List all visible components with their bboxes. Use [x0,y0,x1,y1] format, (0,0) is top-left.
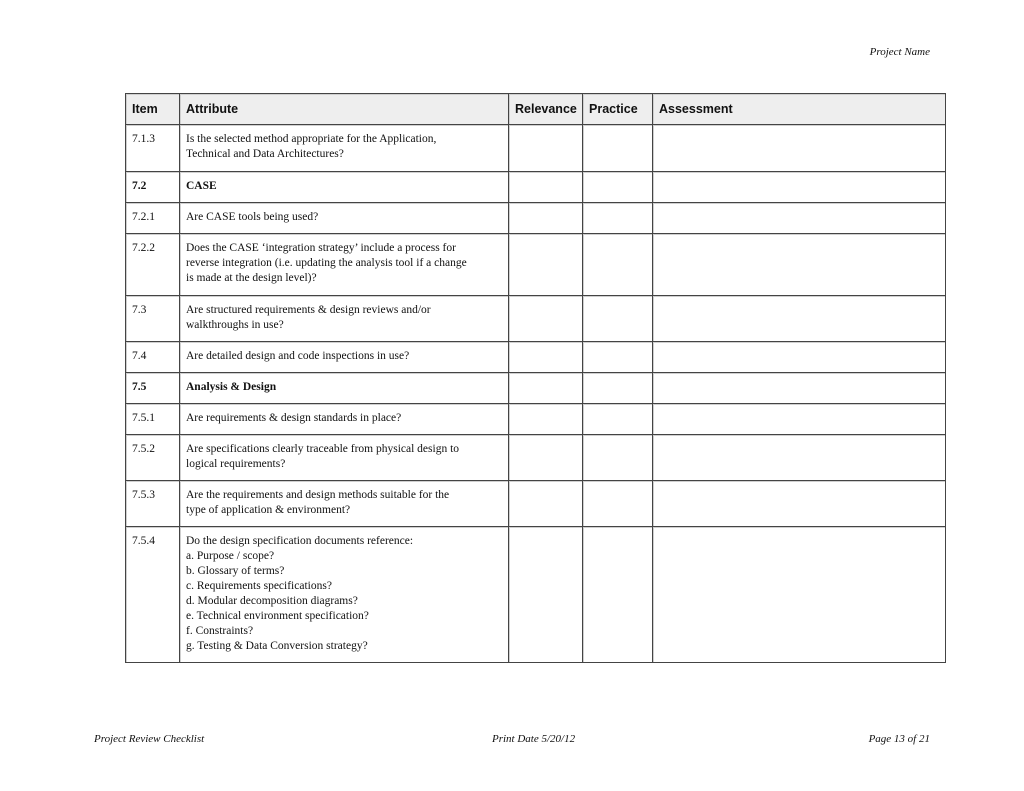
attribute-text-line: Are detailed design and code inspections in use? [186,350,410,362]
practice-cell [583,481,653,527]
attribute-text-line: walkthroughs in use? [186,319,284,331]
assessment-cell [653,125,946,172]
item-number-cell: 7.5.4 [126,527,180,663]
section-row [126,373,946,404]
item-number-cell: 7.5.1 [126,404,180,435]
practice-cell [583,342,653,373]
relevance-cell [509,125,583,172]
assessment-cell [653,342,946,373]
assessment-cell [653,172,946,203]
attribute-text-line: Are the requirements and design methods suitable for the [186,489,450,501]
attribute-cell [180,203,509,234]
table-row [126,404,946,435]
page-header-project-name: Project Name [869,46,930,58]
practice-cell [583,435,653,481]
attribute-text-line: b. Glossary of terms? [186,565,285,577]
footer-document-title: Project Review Checklist [94,733,205,745]
column-header-attribute: Attribute [180,94,509,125]
table-header-row [126,94,946,125]
practice-cell [583,203,653,234]
table-row [126,342,946,373]
practice-cell [583,234,653,296]
relevance-cell [509,373,583,404]
attribute-cell [180,125,509,172]
footer-page-number: Page 13 of 21 [868,733,930,745]
column-header-assessment: Assessment [653,94,946,125]
assessment-cell [653,373,946,404]
item-number-cell: 7.5 [126,373,180,404]
practice-cell [583,527,653,663]
relevance-cell [509,342,583,373]
relevance-cell [509,404,583,435]
attribute-cell [180,435,509,481]
attribute-text-line: Are requirements & design standards in place? [186,412,402,424]
table-row [126,234,946,296]
relevance-cell [509,481,583,527]
attribute-text-line: d. Modular decomposition diagrams? [186,595,358,607]
attribute-text-line: Are specifications clearly traceable from physical design to [186,443,460,455]
relevance-cell [509,203,583,234]
table-row [126,435,946,481]
attribute-cell [180,404,509,435]
item-number-cell: 7.2.2 [126,234,180,296]
relevance-cell [509,234,583,296]
page-footer [94,733,930,749]
item-number-cell: 7.5.2 [126,435,180,481]
practice-cell [583,172,653,203]
practice-cell [583,296,653,342]
attribute-text-line: Does the CASE ‘integration strategy’ include a process for [186,242,456,254]
column-header-relevance: Relevance [509,94,583,125]
attribute-text-line: Technical and Data Architectures? [186,148,344,160]
item-number-cell: 7.5.3 [126,481,180,527]
assessment-cell [653,527,946,663]
assessment-cell [653,404,946,435]
attribute-text-line: Are CASE tools being used? [186,211,319,223]
attribute-text-line: reverse integration (i.e. updating the analysis tool if a change [186,257,467,269]
table-row [126,203,946,234]
attribute-text-line: a. Purpose / scope? [186,550,275,562]
relevance-cell [509,296,583,342]
assessment-cell [653,234,946,296]
relevance-cell [509,172,583,203]
attribute-text-line: Analysis & Design [186,381,277,393]
assessment-cell [653,203,946,234]
table-row [126,125,946,172]
practice-cell [583,404,653,435]
section-row [126,172,946,203]
attribute-text-line: logical requirements? [186,458,286,470]
attribute-cell [180,234,509,296]
attribute-text-line: c. Requirements specifications? [186,580,332,592]
attribute-cell [180,296,509,342]
footer-print-date: Print Date 5/20/12 [492,733,576,745]
assessment-cell [653,296,946,342]
attribute-cell [180,527,509,663]
attribute-text-line: f. Constraints? [186,625,254,637]
table-body [126,125,946,663]
attribute-text-line: Is the selected method appropriate for the Application, [186,133,437,145]
assessment-cell [653,481,946,527]
attribute-cell [180,373,509,404]
item-number-cell: 7.1.3 [126,125,180,172]
attribute-text-line: e. Technical environment specification? [186,610,369,622]
item-number-cell: 7.2.1 [126,203,180,234]
table-row [126,296,946,342]
attribute-text-line: CASE [186,180,217,192]
attribute-text-line: is made at the design level)? [186,272,317,284]
item-number-cell: 7.2 [126,172,180,203]
attribute-text-line: Do the design specification documents reference: [186,535,414,547]
item-number-cell: 7.3 [126,296,180,342]
column-header-item: Item [126,94,180,125]
attribute-text-line: type of application & environment? [186,504,351,516]
review-checklist-table [125,93,946,663]
relevance-cell [509,527,583,663]
attribute-text-line: g. Testing & Data Conversion strategy? [186,640,368,652]
column-header-practice: Practice [583,94,653,125]
attribute-cell [180,172,509,203]
attribute-cell [180,342,509,373]
practice-cell [583,125,653,172]
attribute-cell [180,481,509,527]
assessment-cell [653,435,946,481]
attribute-text-line: Are structured requirements & design reviews and/or [186,304,431,316]
practice-cell [583,373,653,404]
table-row [126,481,946,527]
relevance-cell [509,435,583,481]
table-row [126,527,946,663]
item-number-cell: 7.4 [126,342,180,373]
